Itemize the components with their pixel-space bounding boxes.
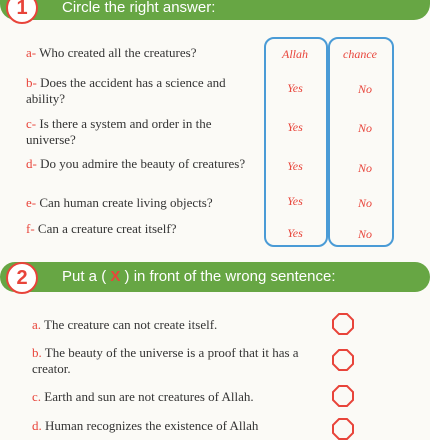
question-text: Who created all the creatures?	[39, 45, 197, 60]
section2-title-before: Put a (	[62, 268, 107, 285]
answer-yes-c[interactable]: Yes	[287, 120, 303, 134]
sentence-text: The beauty of the universe is a proof that it has a creator.	[32, 345, 299, 376]
column-header-chance[interactable]: chance	[343, 47, 377, 61]
sentence-letter: a.	[32, 317, 42, 332]
sentence-a	[32, 317, 312, 333]
section2-title	[62, 268, 336, 285]
section1-title: Circle the right answer:	[62, 0, 216, 16]
question-letter: d-	[26, 156, 37, 171]
answer-octagon-c[interactable]	[332, 385, 354, 407]
answer-yes-b[interactable]: Yes	[287, 81, 303, 95]
answer-column-chance	[328, 37, 394, 247]
answer-yes-d[interactable]: Yes	[287, 159, 303, 173]
sentence-letter: b.	[32, 345, 42, 360]
question-letter: f-	[26, 221, 35, 236]
question-letter: e-	[26, 195, 37, 210]
question-d	[26, 156, 261, 172]
question-letter: c-	[26, 116, 37, 131]
question-letter: a-	[26, 45, 37, 60]
section2-number-badge	[6, 262, 38, 294]
section2-number: 2	[16, 266, 28, 289]
sentence-letter: c.	[32, 389, 42, 404]
answer-no-b[interactable]: No	[357, 82, 372, 96]
question-text: Do you admire the beauty of creatures?	[40, 156, 246, 171]
sentence-b	[32, 345, 312, 377]
sentence-letter: d.	[32, 418, 42, 433]
answer-no-e[interactable]: No	[357, 196, 372, 210]
question-c	[26, 116, 261, 148]
answer-column-allah	[264, 37, 328, 247]
sentence-text: Human recognizes the existence of Allah	[45, 418, 259, 433]
question-text: Can human create living objects?	[39, 195, 213, 210]
question-text: Can a creature creat itself?	[37, 221, 177, 236]
answer-octagon-a[interactable]	[332, 313, 354, 335]
sentence-d	[32, 418, 312, 434]
answer-octagon-b[interactable]	[332, 349, 354, 371]
answer-yes-e[interactable]: Yes	[287, 194, 303, 208]
answer-octagon-d[interactable]	[332, 418, 354, 440]
answer-no-d[interactable]: No	[357, 161, 372, 175]
column-header-allah[interactable]: Allah	[282, 47, 308, 61]
x-mark: X	[110, 268, 121, 285]
section1-number: 1	[16, 0, 28, 19]
question-a	[26, 45, 261, 61]
answer-no-f[interactable]: No	[357, 227, 372, 241]
section2-title-after: ) in front of the wrong sentence:	[124, 268, 336, 285]
question-letter: b-	[26, 75, 37, 90]
sentence-text: Earth and sun are not creatures of Allah.	[44, 389, 254, 404]
sentence-c	[32, 389, 312, 405]
question-f	[26, 221, 261, 237]
question-e	[26, 195, 261, 211]
section1-number-badge	[6, 0, 38, 24]
question-text: Does the accident has a science and ability?	[26, 75, 226, 106]
sentence-text: The creature can not create itself.	[44, 317, 218, 332]
answer-no-c[interactable]: No	[357, 121, 372, 135]
question-text: Is there a system and order in the universe?	[26, 116, 212, 147]
question-b	[26, 75, 261, 107]
answer-yes-f[interactable]: Yes	[287, 226, 303, 240]
